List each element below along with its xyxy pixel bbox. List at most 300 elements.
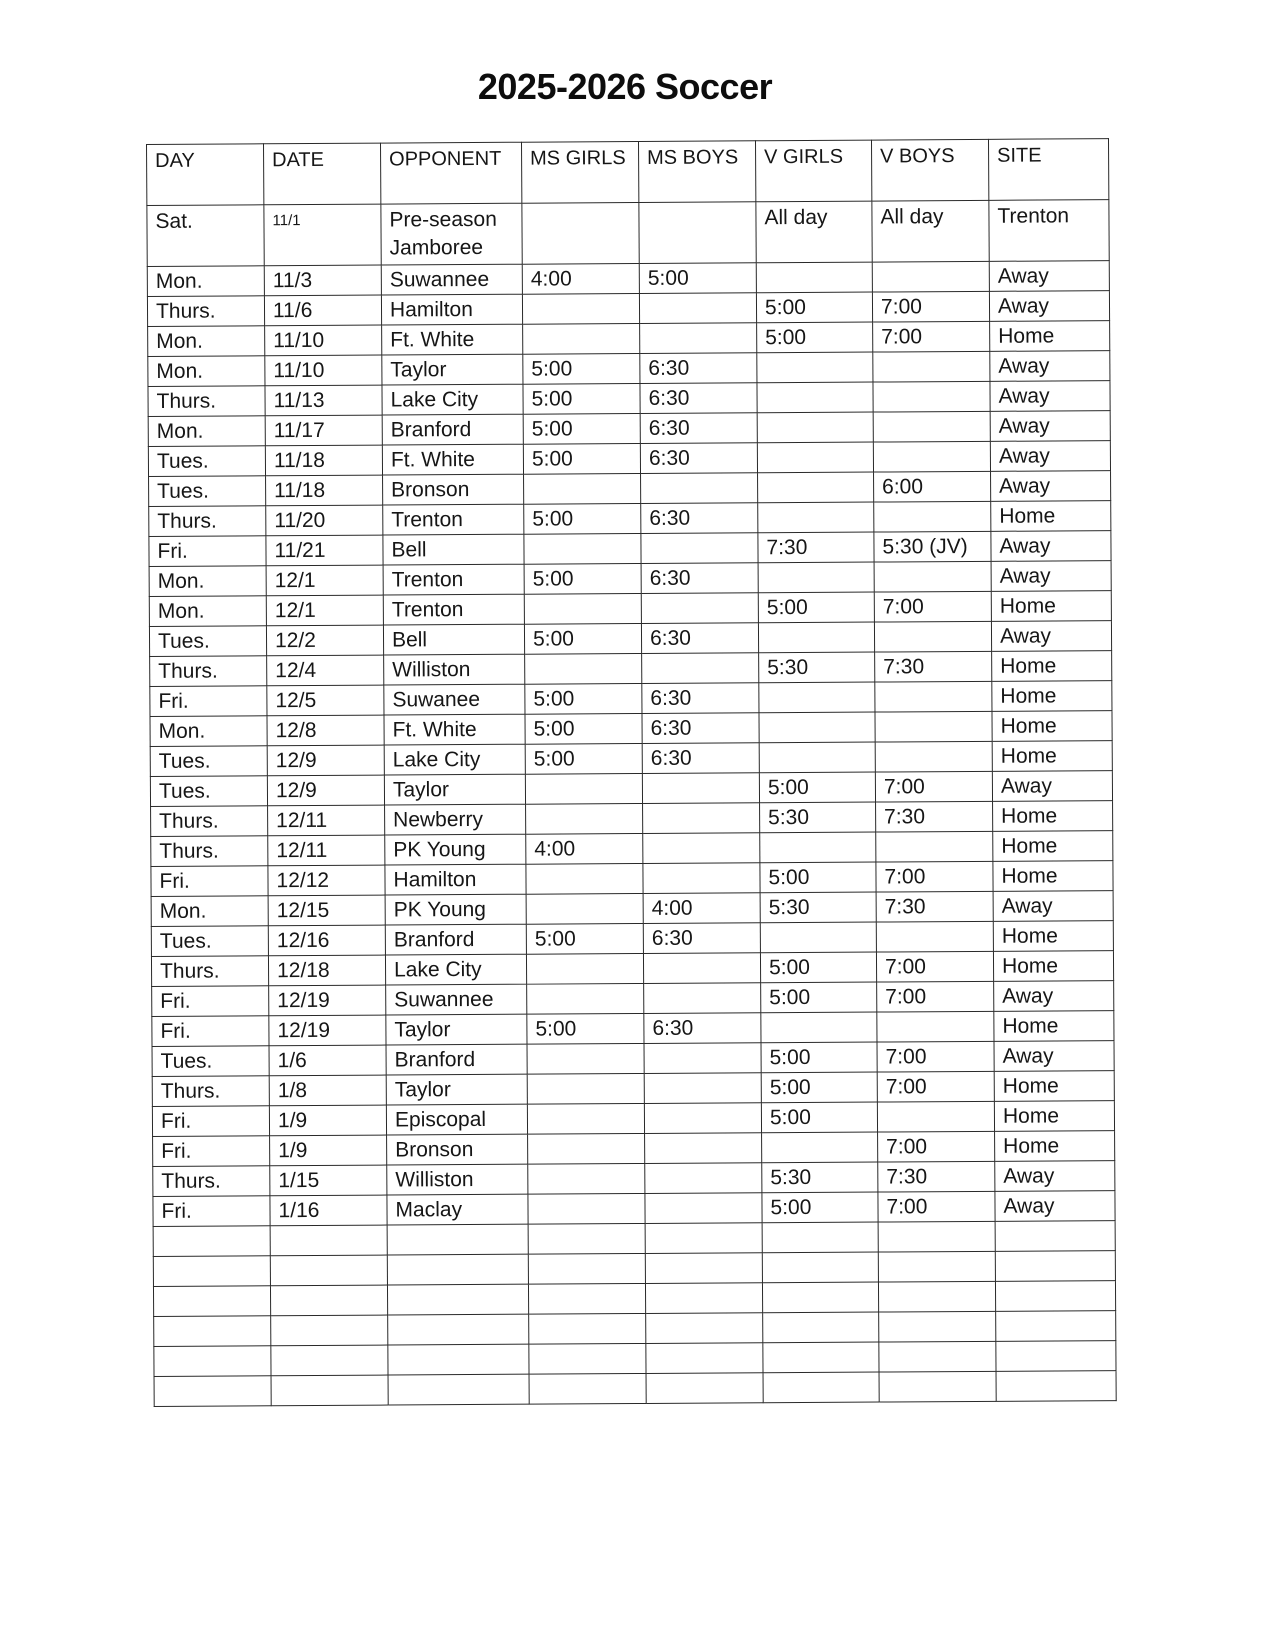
cell-v-girls: [759, 712, 875, 743]
cell-day: Mon.: [149, 566, 266, 597]
cell-v-girls: [757, 352, 873, 383]
cell-v-girls: All day: [756, 201, 872, 263]
empty-cell: [646, 1343, 763, 1374]
cell-date: 11/18: [266, 475, 383, 506]
cell-ms-girls: 5:00: [526, 923, 643, 954]
cell-date: 12/11: [268, 805, 385, 836]
cell-ms-girls: 5:00: [525, 683, 642, 714]
table-row: [147, 200, 1109, 267]
cell-site: Home: [992, 651, 1112, 682]
cell-day: Mon.: [148, 326, 265, 357]
empty-cell: [387, 1254, 528, 1285]
cell-v-boys: 7:00: [872, 291, 989, 322]
empty-cell: [878, 1281, 995, 1312]
cell-ms-girls: 5:00: [524, 563, 641, 594]
cell-v-girls: [758, 472, 874, 503]
cell-ms-girls: 5:00: [525, 713, 642, 744]
cell-v-girls: 5:00: [761, 1072, 877, 1103]
cell-opponent: Trenton: [383, 564, 524, 595]
cell-opponent: Hamilton: [385, 864, 526, 895]
cell-date: 1/15: [270, 1165, 387, 1196]
cell-ms-girls: 5:00: [523, 413, 640, 444]
cell-date: 12/5: [267, 685, 384, 716]
cell-v-girls: 5:00: [758, 592, 874, 623]
cell-site: Home: [991, 591, 1111, 622]
cell-day: Fri.: [152, 1106, 269, 1137]
cell-opponent: Bell: [383, 624, 524, 655]
cell-date: 12/9: [267, 745, 384, 776]
cell-ms-boys: 6:30: [640, 353, 757, 384]
header-row: [147, 139, 1109, 206]
cell-day: Tues.: [149, 476, 266, 507]
empty-cell: [996, 1311, 1116, 1342]
cell-day: Mon.: [148, 356, 265, 387]
cell-date: 1/8: [269, 1075, 386, 1106]
empty-cell: [528, 1253, 645, 1284]
empty-cell: [271, 1345, 388, 1376]
cell-day: Tues.: [149, 626, 266, 657]
column-header-ms-girls: MS GIRLS: [521, 141, 638, 203]
empty-cell: [154, 1316, 271, 1347]
column-header-v-boys: V BOYS: [871, 139, 988, 201]
cell-ms-boys: [639, 293, 756, 324]
cell-site: Away: [990, 441, 1110, 472]
cell-v-girls: 7:30: [758, 532, 874, 563]
cell-v-girls: [757, 442, 873, 473]
empty-cell: [387, 1284, 528, 1315]
empty-cell: [388, 1314, 529, 1345]
cell-opponent: Suwannee: [381, 264, 522, 295]
cell-v-girls: 5:30: [762, 1162, 878, 1193]
cell-date: 12/11: [268, 835, 385, 866]
cell-site: Away: [990, 411, 1110, 442]
cell-ms-girls: [524, 473, 641, 504]
cell-v-boys: 7:30: [876, 891, 993, 922]
cell-ms-girls: [522, 202, 639, 264]
column-header-ms-boys: MS BOYS: [638, 141, 755, 203]
cell-ms-boys: [641, 473, 758, 504]
empty-cell: [528, 1223, 645, 1254]
cell-ms-boys: 6:30: [642, 713, 759, 744]
cell-date: 11/20: [266, 505, 383, 536]
empty-cell: [387, 1224, 528, 1255]
cell-v-boys: 7:00: [875, 771, 992, 802]
cell-date: 12/12: [268, 865, 385, 896]
cell-opponent: Bronson: [383, 474, 524, 505]
cell-ms-boys: 6:30: [641, 623, 758, 654]
cell-day: Tues.: [151, 926, 268, 957]
empty-cell: [154, 1376, 271, 1407]
cell-date: 12/15: [268, 895, 385, 926]
cell-v-girls: [758, 562, 874, 593]
empty-cell: [270, 1225, 387, 1256]
cell-site: Home: [991, 501, 1111, 532]
cell-ms-girls: [528, 1163, 645, 1194]
column-header-site: SITE: [988, 139, 1108, 201]
cell-v-girls: 5:30: [760, 802, 876, 833]
cell-ms-boys: 6:30: [640, 443, 757, 474]
cell-date: 11/13: [265, 385, 382, 416]
cell-site: Trenton: [989, 200, 1109, 262]
cell-v-girls: [758, 622, 874, 653]
page-title: 2025-2026 Soccer: [477, 66, 773, 107]
cell-opponent: Trenton: [383, 594, 524, 625]
cell-v-boys: [876, 831, 993, 862]
cell-date: 12/16: [268, 925, 385, 956]
empty-cell: [995, 1281, 1115, 1312]
cell-v-boys: 7:30: [876, 801, 993, 832]
cell-site: Home: [993, 951, 1113, 982]
cell-ms-boys: [644, 1043, 761, 1074]
cell-site: Away: [991, 531, 1111, 562]
cell-ms-girls: [522, 293, 639, 324]
cell-site: Home: [992, 741, 1112, 772]
cell-opponent: PK Young: [385, 834, 526, 865]
cell-v-boys: [872, 261, 989, 292]
cell-opponent: Episcopal: [386, 1104, 527, 1135]
cell-v-boys: All day: [872, 200, 989, 262]
cell-ms-boys: 6:30: [642, 743, 759, 774]
cell-v-boys: [876, 921, 993, 952]
cell-v-girls: 5:00: [762, 1192, 878, 1223]
cell-ms-girls: [526, 863, 643, 894]
empty-cell: [645, 1223, 762, 1254]
cell-site: Home: [994, 1071, 1114, 1102]
cell-date: 12/1: [266, 565, 383, 596]
cell-v-girls: 5:00: [760, 862, 876, 893]
cell-ms-girls: 5:00: [523, 353, 640, 384]
cell-day: Thurs.: [148, 386, 265, 417]
empty-cell: [878, 1251, 995, 1282]
cell-ms-boys: [643, 953, 760, 984]
cell-site: Away: [991, 561, 1111, 592]
cell-site: Away: [989, 261, 1109, 292]
cell-v-boys: 7:00: [874, 591, 991, 622]
empty-cell: [879, 1311, 996, 1342]
cell-ms-boys: [640, 323, 757, 354]
cell-opponent: Williston: [387, 1164, 528, 1195]
cell-v-girls: [757, 412, 873, 443]
cell-date: 12/9: [267, 775, 384, 806]
empty-cell: [996, 1371, 1116, 1402]
empty-cell: [153, 1286, 270, 1317]
cell-v-boys: 5:30 (JV): [874, 531, 991, 562]
cell-date: 12/2: [266, 625, 383, 656]
cell-site: Home: [992, 681, 1112, 712]
cell-ms-boys: 6:30: [644, 1013, 761, 1044]
cell-day: Thurs.: [153, 1166, 270, 1197]
cell-day: Mon.: [149, 596, 266, 627]
empty-cell: [271, 1375, 388, 1406]
cell-v-girls: 5:00: [756, 292, 872, 323]
cell-day: Thurs.: [150, 656, 267, 687]
empty-cell: [270, 1255, 387, 1286]
cell-day: Tues.: [150, 776, 267, 807]
cell-site: Away: [990, 381, 1110, 412]
cell-day: Sat.: [147, 205, 264, 267]
cell-date: 1/9: [270, 1135, 387, 1166]
column-header-date: DATE: [264, 143, 381, 205]
cell-v-girls: [762, 1132, 878, 1163]
cell-ms-girls: 5:00: [524, 623, 641, 654]
cell-v-boys: 7:30: [878, 1161, 995, 1192]
empty-cell: [646, 1313, 763, 1344]
cell-ms-boys: 6:30: [640, 413, 757, 444]
cell-opponent: Taylor: [386, 1074, 527, 1105]
cell-day: Thurs.: [151, 836, 268, 867]
cell-v-boys: 7:00: [876, 951, 993, 982]
cell-opponent: Newberry: [385, 804, 526, 835]
cell-ms-boys: [645, 1133, 762, 1164]
cell-ms-boys: [643, 803, 760, 834]
cell-ms-boys: [643, 863, 760, 894]
cell-ms-boys: [641, 533, 758, 564]
cell-v-girls: [757, 382, 873, 413]
cell-site: Away: [994, 1041, 1114, 1072]
cell-v-girls: [760, 832, 876, 863]
cell-date: 1/16: [270, 1195, 387, 1226]
cell-opponent: Ft. White: [382, 324, 523, 355]
empty-cell: [995, 1251, 1115, 1282]
cell-day: Mon.: [151, 896, 268, 927]
cell-ms-girls: 5:00: [523, 383, 640, 414]
cell-v-boys: 7:00: [876, 861, 993, 892]
cell-site: Home: [995, 1131, 1115, 1162]
empty-cell: [879, 1371, 996, 1402]
cell-ms-girls: [526, 953, 643, 984]
cell-ms-boys: [643, 833, 760, 864]
cell-day: Tues.: [148, 446, 265, 477]
cell-opponent: Williston: [384, 654, 525, 685]
empty-cell: [878, 1221, 995, 1252]
cell-day: Mon.: [148, 416, 265, 447]
empty-cell: [996, 1341, 1116, 1372]
column-header-day: DAY: [147, 144, 264, 206]
cell-ms-boys: [642, 653, 759, 684]
cell-ms-girls: 4:00: [526, 833, 643, 864]
cell-site: Away: [989, 291, 1109, 322]
cell-v-boys: 7:00: [878, 1131, 995, 1162]
cell-v-boys: [873, 381, 990, 412]
cell-day: Fri.: [150, 686, 267, 717]
column-header-v-girls: V GIRLS: [755, 140, 871, 202]
cell-opponent: Ft. White: [382, 444, 523, 475]
cell-date: 12/19: [269, 985, 386, 1016]
cell-v-girls: 5:00: [761, 1042, 877, 1073]
cell-v-girls: [761, 1012, 877, 1043]
cell-date: 12/8: [267, 715, 384, 746]
cell-ms-girls: [524, 533, 641, 564]
empty-cell: [763, 1312, 879, 1343]
cell-site: Away: [995, 1161, 1115, 1192]
cell-v-boys: 7:00: [878, 1191, 995, 1222]
cell-ms-girls: [527, 1073, 644, 1104]
cell-ms-boys: [642, 773, 759, 804]
cell-site: Home: [994, 1011, 1114, 1042]
cell-ms-girls: 5:00: [525, 743, 642, 774]
cell-v-girls: 5:30: [759, 652, 875, 683]
cell-v-boys: [875, 681, 992, 712]
cell-date: 11/3: [264, 265, 381, 296]
cell-opponent: PK Young: [385, 894, 526, 925]
cell-v-girls: 5:30: [760, 892, 876, 923]
cell-ms-girls: [526, 893, 643, 924]
cell-site: Home: [993, 801, 1113, 832]
empty-cell: [763, 1372, 879, 1403]
cell-opponent: Taylor: [382, 354, 523, 385]
cell-date: 11/17: [265, 415, 382, 446]
cell-site: Home: [993, 921, 1113, 952]
cell-ms-boys: [644, 1073, 761, 1104]
cell-ms-girls: 4:00: [522, 263, 639, 294]
cell-v-boys: [875, 711, 992, 742]
cell-day: Mon.: [147, 266, 264, 297]
cell-ms-girls: [528, 1193, 645, 1224]
cell-v-boys: 7:00: [877, 981, 994, 1012]
empty-cell: [763, 1342, 879, 1373]
cell-ms-boys: [639, 202, 756, 264]
cell-opponent: Hamilton: [381, 294, 522, 325]
cell-opponent: Taylor: [386, 1014, 527, 1045]
empty-cell: [762, 1222, 878, 1253]
cell-v-boys: [874, 501, 991, 532]
cell-site: Away: [994, 981, 1114, 1012]
cell-day: Thurs.: [152, 1076, 269, 1107]
empty-cell: [879, 1341, 996, 1372]
empty-cell: [762, 1282, 878, 1313]
cell-ms-boys: 4:00: [643, 893, 760, 924]
cell-v-boys: 7:00: [877, 1041, 994, 1072]
cell-v-boys: [874, 561, 991, 592]
cell-opponent: Branford: [385, 924, 526, 955]
cell-day: Tues.: [152, 1046, 269, 1077]
empty-cell: [388, 1344, 529, 1375]
cell-opponent: Lake City: [382, 384, 523, 415]
cell-opponent: Lake City: [384, 744, 525, 775]
cell-opponent: Branford: [386, 1044, 527, 1075]
empty-table-row: [154, 1371, 1116, 1407]
cell-day: Fri.: [152, 1016, 269, 1047]
column-header-opponent: OPPONENT: [380, 142, 521, 204]
empty-cell: [270, 1285, 387, 1316]
cell-v-girls: [756, 262, 872, 293]
cell-day: Tues.: [150, 746, 267, 777]
cell-ms-boys: [644, 1103, 761, 1134]
cell-opponent: Trenton: [383, 504, 524, 535]
cell-v-boys: [877, 1101, 994, 1132]
cell-ms-girls: 5:00: [527, 1013, 644, 1044]
cell-day: Fri.: [153, 1136, 270, 1167]
cell-v-girls: 5:00: [761, 982, 877, 1013]
cell-v-boys: [874, 621, 991, 652]
cell-date: 11/6: [264, 295, 381, 326]
empty-cell: [995, 1221, 1115, 1252]
cell-opponent: Suwanee: [384, 684, 525, 715]
cell-ms-boys: 6:30: [640, 383, 757, 414]
cell-opponent: Bronson: [387, 1134, 528, 1165]
cell-ms-girls: [527, 1103, 644, 1134]
cell-day: Fri.: [152, 986, 269, 1017]
cell-day: Thurs.: [151, 956, 268, 987]
cell-site: Away: [991, 471, 1111, 502]
empty-cell: [645, 1253, 762, 1284]
cell-ms-girls: [528, 1133, 645, 1164]
cell-day: Mon.: [150, 716, 267, 747]
empty-cell: [388, 1374, 529, 1405]
cell-ms-boys: 6:30: [641, 503, 758, 534]
cell-ms-boys: [641, 593, 758, 624]
cell-opponent: Suwannee: [386, 984, 527, 1015]
cell-day: Fri.: [151, 866, 268, 897]
empty-cell: [645, 1283, 762, 1314]
cell-site: Home: [993, 861, 1113, 892]
cell-v-boys: 7:30: [875, 651, 992, 682]
cell-v-boys: [873, 441, 990, 472]
empty-cell: [528, 1283, 645, 1314]
cell-date: 12/1: [266, 595, 383, 626]
cell-site: Away: [990, 351, 1110, 382]
cell-site: Home: [994, 1101, 1114, 1132]
cell-ms-girls: [527, 983, 644, 1014]
cell-v-boys: [873, 351, 990, 382]
cell-ms-girls: [524, 593, 641, 624]
cell-opponent: Bell: [383, 534, 524, 565]
cell-v-girls: 5:00: [757, 322, 873, 353]
cell-date: 11/18: [265, 445, 382, 476]
cell-opponent: Maclay: [387, 1194, 528, 1225]
cell-site: Away: [993, 891, 1113, 922]
cell-day: Thurs.: [147, 296, 264, 327]
cell-site: Away: [995, 1191, 1115, 1222]
cell-date: 11/21: [266, 535, 383, 566]
cell-date: 1/9: [269, 1105, 386, 1136]
empty-cell: [529, 1313, 646, 1344]
cell-date: 12/19: [269, 1015, 386, 1046]
cell-ms-boys: [645, 1193, 762, 1224]
cell-v-girls: 5:00: [761, 1102, 877, 1133]
cell-v-girls: 5:00: [760, 952, 876, 983]
empty-cell: [153, 1256, 270, 1287]
cell-site: Home: [990, 321, 1110, 352]
cell-date: 11/1: [264, 204, 381, 266]
cell-day: Thurs.: [151, 806, 268, 837]
cell-v-girls: [760, 922, 876, 953]
cell-v-boys: 7:00: [873, 321, 990, 352]
cell-v-girls: 5:00: [759, 772, 875, 803]
cell-v-girls: [759, 682, 875, 713]
cell-opponent: Branford: [382, 414, 523, 445]
empty-cell: [154, 1346, 271, 1377]
cell-date: 11/10: [265, 355, 382, 386]
cell-site: Away: [991, 621, 1111, 652]
cell-date: 1/6: [269, 1045, 386, 1076]
cell-ms-girls: 5:00: [524, 503, 641, 534]
cell-ms-girls: [525, 773, 642, 804]
empty-cell: [153, 1226, 270, 1257]
empty-cell: [529, 1373, 646, 1404]
cell-day: Fri.: [153, 1196, 270, 1227]
cell-ms-boys: 6:30: [643, 923, 760, 954]
empty-cell: [646, 1373, 763, 1404]
cell-v-girls: [758, 502, 874, 533]
cell-ms-boys: 6:30: [641, 563, 758, 594]
cell-site: Home: [993, 831, 1113, 862]
empty-cell: [762, 1252, 878, 1283]
cell-ms-girls: [523, 323, 640, 354]
cell-opponent: Taylor: [384, 774, 525, 805]
cell-date: 11/10: [265, 325, 382, 356]
cell-date: 12/18: [268, 955, 385, 986]
